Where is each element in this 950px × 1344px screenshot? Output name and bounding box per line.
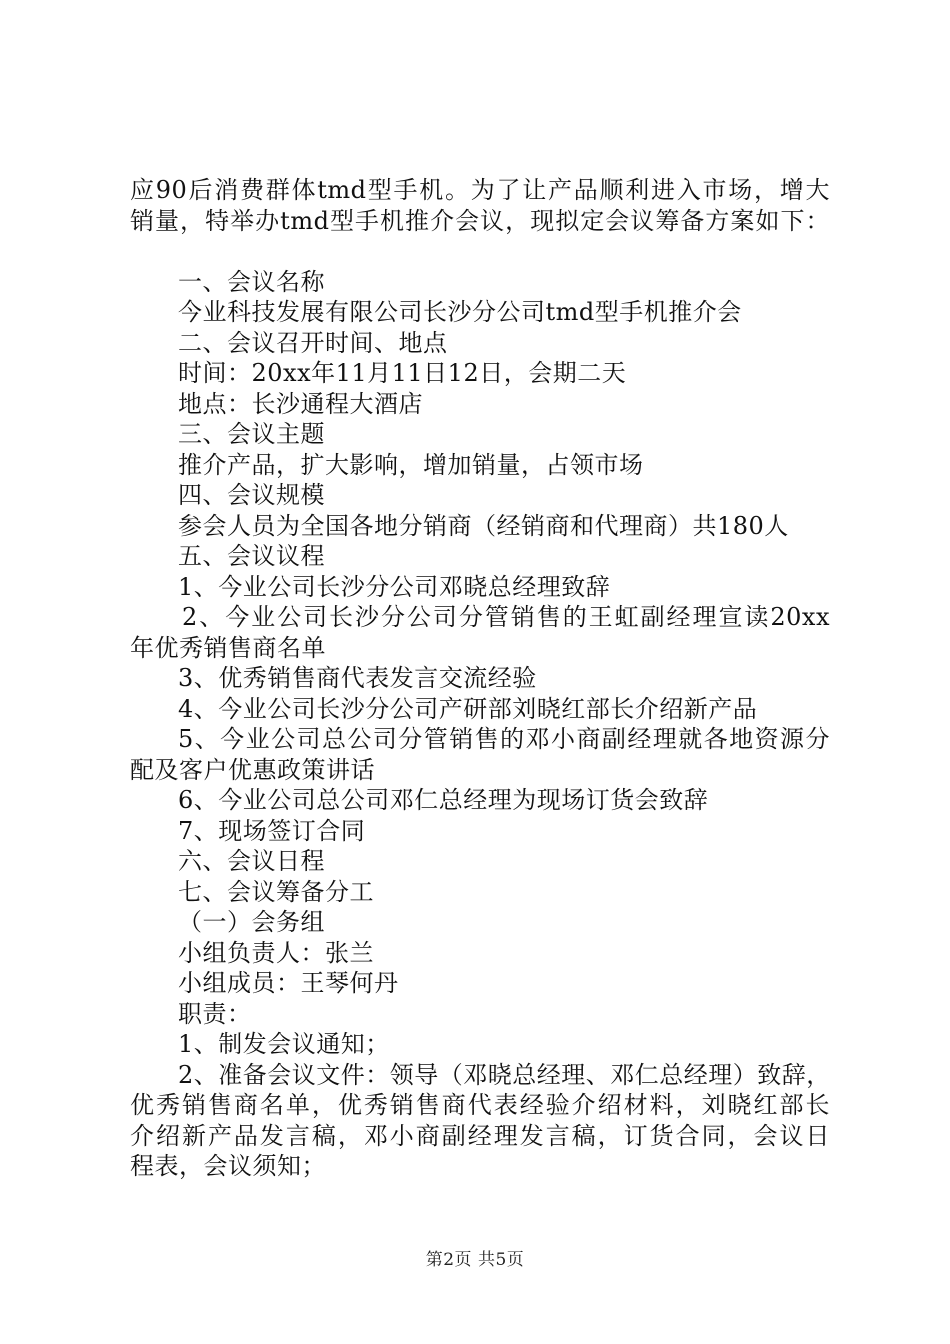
agenda-item: 4、今业公司长沙分公司产研部刘晓红部长介绍新产品 bbox=[178, 694, 758, 723]
agenda-item-continued: 年优秀销售商名单 bbox=[130, 633, 326, 662]
paragraph-line: 小组负责人：张兰 bbox=[178, 938, 374, 967]
agenda-item-continued: 配及客户优惠政策讲话 bbox=[130, 755, 375, 784]
duty-item: 1、制发会议通知； bbox=[178, 1030, 390, 1058]
paragraph-line: 小组成员：王琴何丹 bbox=[178, 969, 399, 997]
section-heading: 一、会议名称 bbox=[178, 267, 325, 296]
duty-item-continued: 程表，会议须知； bbox=[130, 1152, 326, 1180]
section-heading: 六、会议日程 bbox=[178, 847, 325, 875]
subsection-heading: （一）会务组 bbox=[178, 908, 325, 936]
intro-line: 销量，特举办tmd型手机推介会议，现拟定会议筹备方案如下： bbox=[130, 206, 830, 235]
section-heading: 五、会议议程 bbox=[178, 542, 325, 570]
agenda-item: 7、现场签订合同 bbox=[178, 816, 366, 845]
paragraph-line: 时间：20xx年11月11日12日，会期二天 bbox=[178, 359, 627, 387]
page-number-footer: 第2页 共5页 bbox=[425, 1250, 525, 1270]
paragraph-line: 职责： bbox=[178, 999, 252, 1028]
agenda-item: 1、今业公司长沙分公司邓晓总经理致辞 bbox=[178, 572, 611, 601]
agenda-item: 2、今业公司长沙分公司分管销售的王虹副经理宣读20xx bbox=[182, 603, 830, 631]
duty-item: 2、准备会议文件：领导（邓晓总经理、邓仁总经理）致辞， bbox=[178, 1060, 831, 1089]
section-heading: 三、会议主题 bbox=[178, 420, 325, 448]
paragraph-line: 地点：长沙通程大酒店 bbox=[178, 389, 423, 418]
agenda-item: 3、优秀销售商代表发言交流经验 bbox=[178, 664, 537, 692]
section-heading: 七、会议筹备分工 bbox=[178, 877, 374, 906]
duty-item-continued: 介绍新产品发言稿，邓小商副经理发言稿，订货合同，会议日 bbox=[130, 1121, 830, 1150]
intro-line: 应90后消费群体tmd型手机。为了让产品顺利进入市场，增大 bbox=[130, 176, 830, 204]
blank-line bbox=[130, 236, 830, 267]
paragraph-line: 参会人员为全国各地分销商（经销商和代理商）共180人 bbox=[178, 511, 789, 540]
agenda-item: 6、今业公司总公司邓仁总经理为现场订货会致辞 bbox=[178, 786, 709, 814]
paragraph-line: 今业科技发展有限公司长沙分公司tmd型手机推介会 bbox=[178, 298, 742, 326]
paragraph-line: 推介产品，扩大影响，增加销量，占领市场 bbox=[178, 450, 644, 479]
document-body bbox=[130, 175, 830, 1182]
section-heading: 四、会议规模 bbox=[178, 481, 325, 509]
section-heading: 二、会议召开时间、地点 bbox=[178, 328, 448, 357]
duty-item-continued: 优秀销售商名单，优秀销售商代表经验介绍材料，刘晓红部长 bbox=[130, 1091, 830, 1119]
agenda-item: 5、今业公司总公司分管销售的邓小商副经理就各地资源分 bbox=[178, 725, 830, 753]
